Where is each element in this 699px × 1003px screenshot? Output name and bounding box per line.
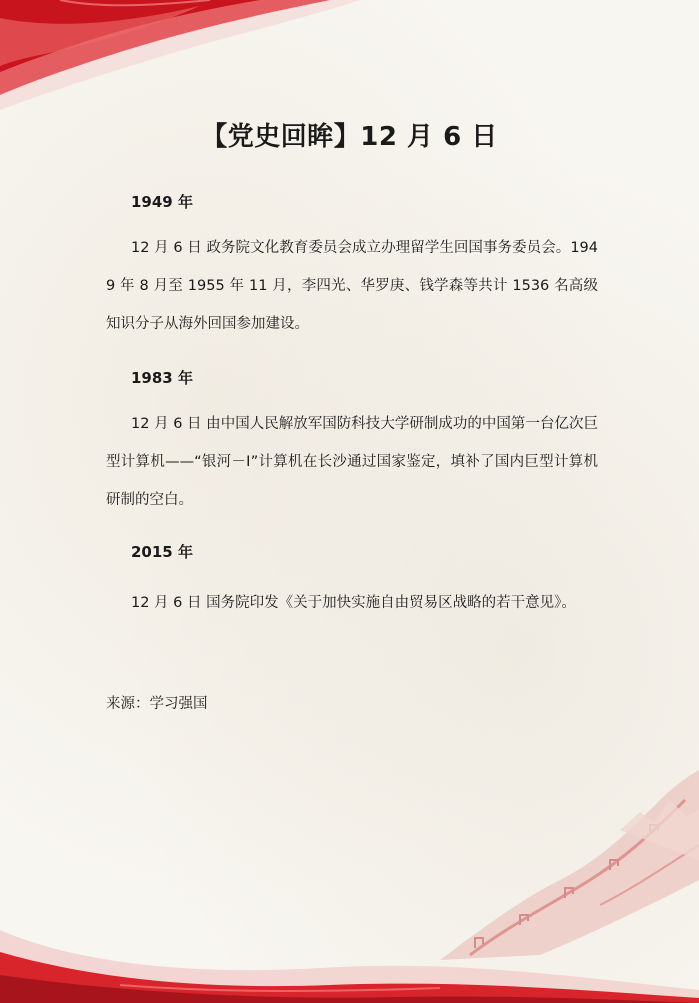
great-wall-decoration (440, 770, 699, 960)
year-heading-2015: 2015 年 (131, 543, 193, 561)
entry-paragraph-1949: 12 月 6 日 政务院文化教育委员会成立办理留学生回国事务委员会。1949 年 8 月至 1955 年 11 月，李四光、华罗庚、钱学森等共计 1536 名高级知识分子从海外回国参加建设。 (106, 240, 598, 332)
entry-paragraph-2015: 12 月 6 日 国务院印发《关于加快实施自由贸易区战略的若干意见》。 (131, 595, 576, 611)
year-heading-1949: 1949 年 (131, 193, 193, 211)
year-heading-1983: 1983 年 (131, 369, 193, 387)
source-attribution: 来源：学习强国 (106, 696, 208, 712)
bottom-red-ribbon (0, 930, 699, 1003)
page-title: 【党史回眸】12 月 6 日 (201, 122, 498, 152)
top-red-ribbon (0, 0, 360, 110)
entry-paragraph-1983: 12 月 6 日 由中国人民解放军国防科技大学研制成功的中国第一台亿次巨型计算机——“银河－Ⅰ”计算机在长沙通过国家鉴定，填补了国内巨型计算机研制的空白。 (106, 416, 598, 508)
